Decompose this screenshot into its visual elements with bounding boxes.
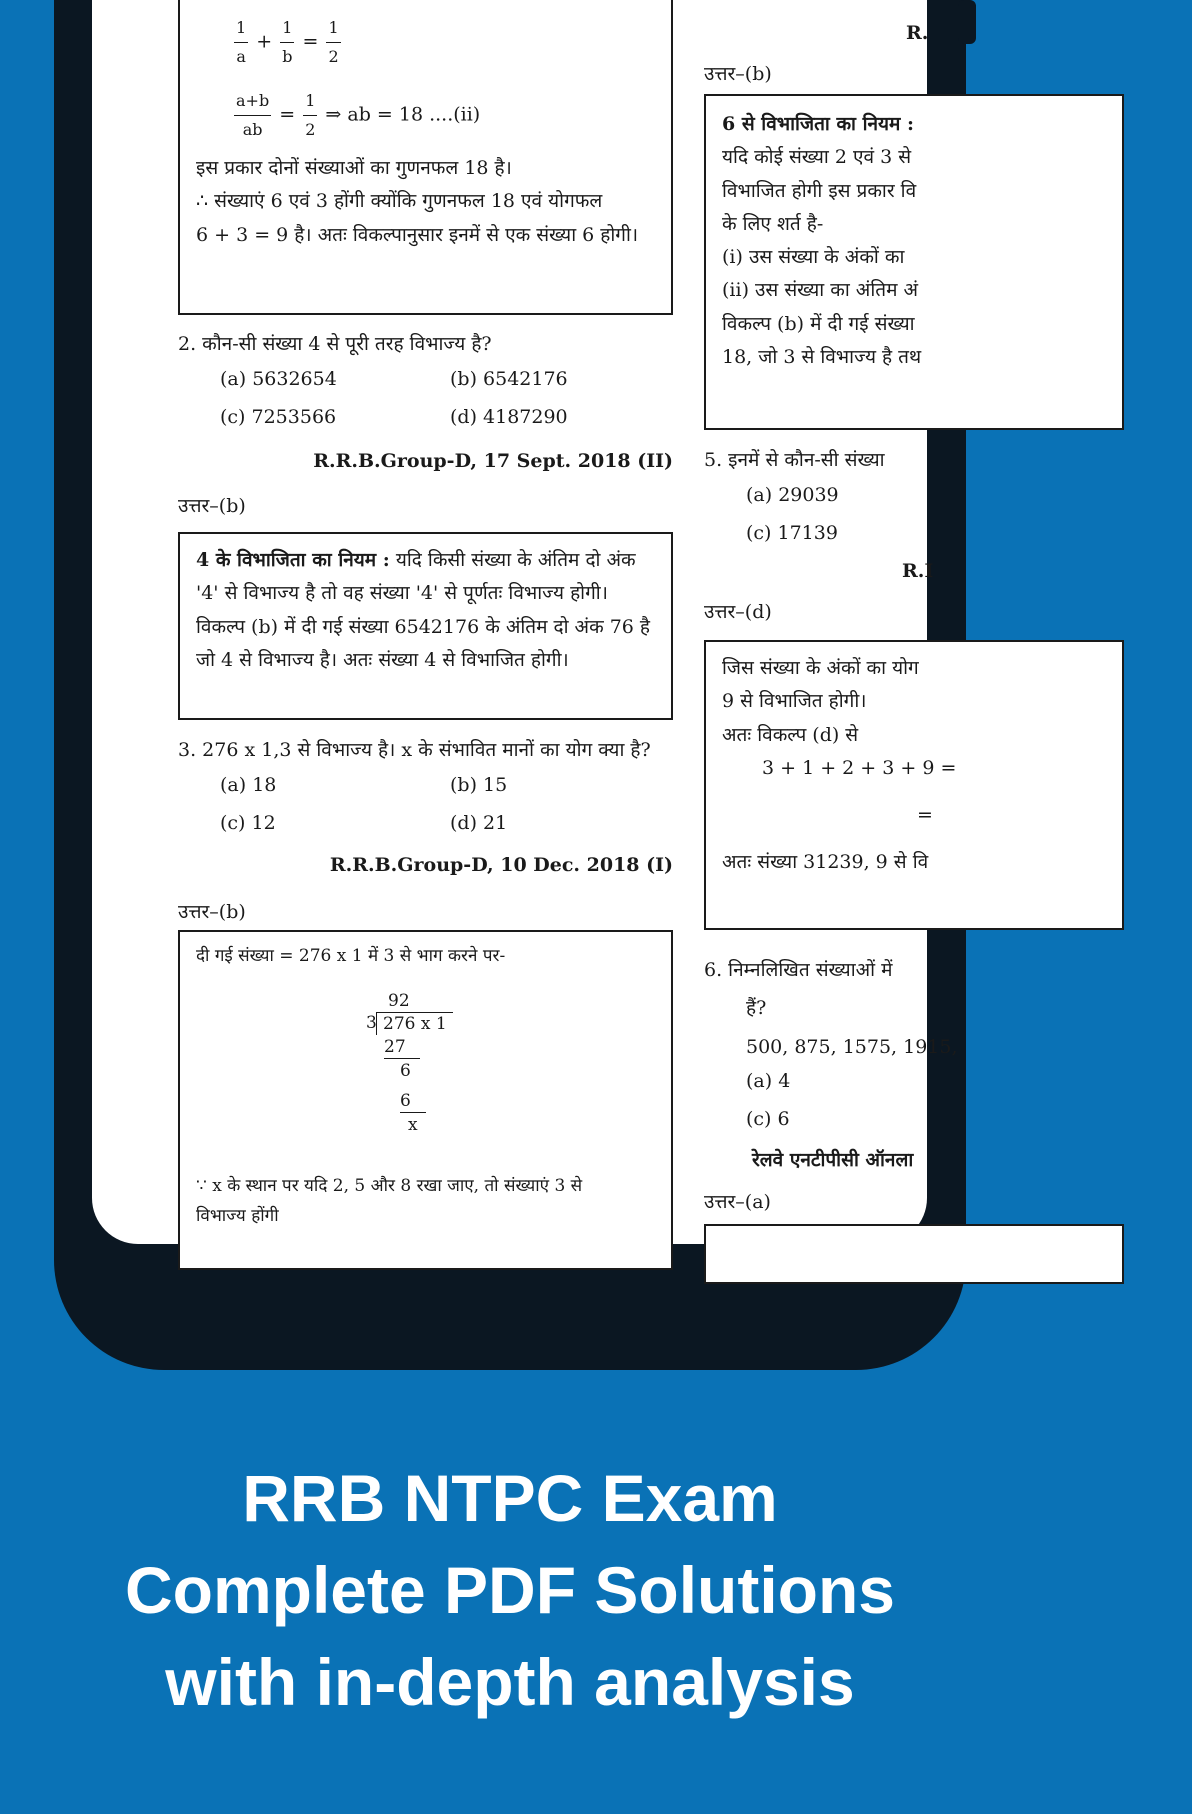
solution-text: (ii) उस संख्या का अंतिम अं [722, 279, 918, 302]
question-source: R.R.B.Group-D, 10 Dec. 2018 (I) [329, 854, 673, 876]
question-6-cont: हैं? [746, 997, 767, 1019]
option-a: (a) 18 [220, 774, 277, 796]
solution-text: 3 + 1 + 2 + 3 + 9 = [762, 756, 957, 779]
option-c: (c) 17139 [746, 522, 838, 544]
solution-text: अतः विकल्प (d) से [722, 723, 859, 746]
equation-line-1: $\frac{1}{a}$ + $\frac{1}{b}$ = $\frac{1}{2}$ [232, 14, 655, 71]
solution-text: 18, जो 3 से विभाज्य है तथ [722, 345, 922, 368]
question-source: R. [906, 22, 929, 44]
solution-text: ∴ संख्याएं 6 एवं 3 होंगी क्योंकि गुणनफल 18 एवं योगफल [196, 190, 603, 213]
option-a: (a) 29039 [746, 484, 839, 506]
solution-text: के लिए शर्त है- [722, 212, 824, 235]
solution-text: यदि कोई संख्या 2 एवं 3 से [722, 146, 912, 169]
answer-label: उत्तर–(b) [178, 495, 246, 517]
solution-text: इस प्रकार दोनों संख्याओं का गुणनफल 18 है। [196, 157, 512, 179]
solution-text: 9 से विभाजित होगी। [722, 690, 867, 713]
question-source: R.I [902, 560, 934, 582]
solution-text: जिस संख्या के अंकों का योग [722, 657, 919, 679]
option-b: (b) 15 [450, 774, 508, 796]
solution-text: विकल्प (b) में दी गई संख्या [722, 312, 915, 335]
option-a: (a) 5632654 [220, 368, 337, 390]
solution-text: (i) उस संख्या के अंकों का [722, 246, 905, 268]
promo-caption [0, 1452, 1020, 1728]
division-step: 6 [400, 1090, 426, 1113]
solution-box-5 [704, 640, 1124, 930]
option-d: (d) 21 [450, 812, 508, 834]
option-a: (a) 4 [746, 1070, 791, 1092]
caption-line-2: Complete PDF Solutions [124, 1553, 896, 1627]
question-source: R.R.B.Group-D, 17 Sept. 2018 (II) [313, 450, 673, 472]
equation-line-2: $\frac{a+b}{ab}$ = $\frac{1}{2}$ ⇒ ab = 18 ....(ii) [232, 87, 655, 144]
answer-label: उत्तर–(b) [178, 901, 246, 923]
solution-text: विकल्प (b) में दी गई संख्या 6542176 के अंतिम दो अंक 76 है [196, 615, 651, 638]
solution-box-4 [704, 94, 1124, 430]
question-2: 2. कौन-सी संख्या 4 से पूरी तरह विभाज्य है? [178, 333, 492, 355]
division-divisor: 3 [366, 1012, 377, 1033]
question-5: 5. इनमें से कौन-सी संख्या [704, 449, 885, 471]
option-d: (d) 4187290 [450, 406, 568, 428]
division-remainder: x [408, 1114, 418, 1135]
answer-label: उत्तर–(d) [704, 601, 772, 623]
solution-text: विभाजित होगी इस प्रकार वि [722, 179, 917, 202]
solution-text: विभाज्य होंगी [196, 1205, 279, 1226]
caption-line-3: with in-depth analysis [165, 1645, 855, 1719]
option-b: (b) 6542176 [450, 368, 568, 390]
solution-text: जो 4 से विभाज्य है। अतः संख्या 4 से विभाजित होगी। [196, 648, 569, 671]
solution-text: अतः संख्या 31239, 9 से वि [722, 851, 929, 874]
division-quotient: 92 [388, 990, 410, 1011]
division-step: 27 [384, 1036, 420, 1059]
option-c: (c) 7253566 [220, 406, 337, 428]
long-division [196, 972, 655, 1172]
solution-text: दी गई संख्या = 276 x 1 में 3 से भाग करने पर- [196, 946, 506, 966]
answer-label: उत्तर–(b) [704, 63, 772, 85]
phone-screen[interactable] [92, 0, 958, 1244]
solution-box-3 [178, 930, 673, 1270]
option-c: (c) 12 [220, 812, 276, 834]
division-step: 6 [400, 1060, 411, 1081]
solution-box-1 [178, 0, 673, 315]
caption-line-1: RRB NTPC Exam [242, 1461, 778, 1535]
solution-text: 6 + 3 = 9 है। अतः विकल्पानुसार इनमें से एक संख्या 6 होगी। [196, 223, 639, 246]
solution-text: 4 के विभाजिता का नियम : यदि किसी संख्या के अंतिम दो अंक [196, 549, 636, 571]
solution-box-6 [704, 1224, 1124, 1284]
solution-box-2 [178, 532, 673, 720]
solution-text: 6 से विभाजिता का नियम : [722, 113, 915, 135]
solution-text: ∵ x के स्थान पर यदि 2, 5 और 8 रखा जाए, तो संख्याएं 3 से [196, 1175, 583, 1196]
question-3: 3. 276 x 1,3 से विभाज्य है। x के संभावित मानों का योग क्या है? [178, 739, 651, 761]
question-source: रेलवे एनटीपीसी ऑनला [752, 1149, 914, 1171]
solution-text: '4' से विभाज्य है तो वह संख्या '4' से पूर्णतः विभाज्य होगी। [196, 582, 608, 605]
pdf-page[interactable] [92, 0, 1192, 1244]
division-dividend: 276 x 1 [376, 1012, 453, 1035]
question-6-numbers: 500, 875, 1575, 1915, [746, 1036, 958, 1058]
solution-text: = [917, 804, 933, 826]
question-6: 6. निम्नलिखित संख्याओं में [704, 959, 893, 981]
option-c: (c) 6 [746, 1108, 790, 1130]
answer-label: उत्तर–(a) [704, 1191, 771, 1213]
